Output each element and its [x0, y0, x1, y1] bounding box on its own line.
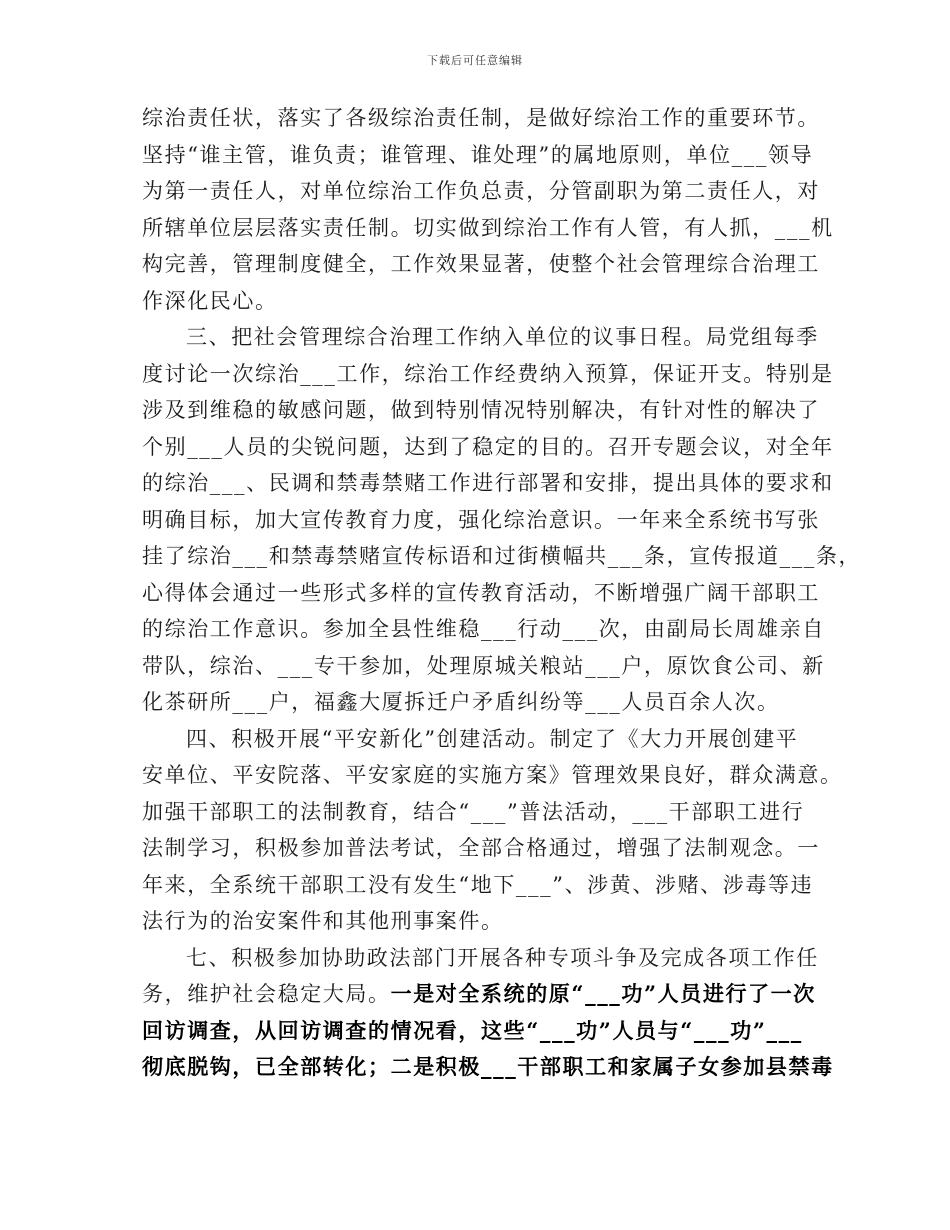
text-line	[142, 173, 820, 210]
text-line-content: 彻底脱钩，已全部转化；二是积极___干部职工和家属子女参加县禁毒	[142, 1054, 834, 1079]
text-line-content: 回访调查，从回访调查的情况看，这些“___功”人员与“___功”___	[142, 1017, 803, 1043]
text-line	[142, 976, 816, 1013]
text-line	[142, 465, 834, 502]
text-line	[142, 319, 819, 356]
text-line-content: 坚持“谁主管，谁负责；谁管理、谁处理”的属地原则，单位___领导	[142, 142, 814, 167]
text-line-content: 明确目标，加大宣传教育力度，强化综治意识。一年来全系统书写张	[142, 507, 820, 532]
text-line	[142, 1049, 834, 1086]
text-line-content: 三、把社会管理综合治理工作纳入单位的议事日程。局党组每季	[186, 325, 819, 349]
text-line-content: 构完善，管理制度健全，工作效果显著，使整个社会管理综合治理工	[142, 252, 820, 276]
text-line-content: 涉及到维稳的敏感问题，做到特别情况特别解决，有针对性的解决了	[142, 398, 820, 422]
text-line-content: 年来，全系统干部职工没有发生“地下___”、涉黄、涉赌、涉毒等违	[142, 872, 814, 897]
text-line-content: 带队，综治、___专干参加，处理原城关粮站___户，原饮食公司、新	[142, 653, 825, 678]
text-line-content: 挂了综治___和禁毒禁赌宣传标语和过街横幅共___条，宣传报道___条，	[142, 544, 862, 568]
text-line-content: 为第一责任人，对单位综治工作负总责，分管副职为第二责任人，对	[142, 179, 820, 203]
text-line-content: 个别___人员的尖锐问题，达到了稳定的目的。召开专题会议，对全年	[142, 434, 834, 459]
text-line	[142, 648, 825, 685]
text-line	[142, 611, 825, 648]
text-line-content: 法制学习，积极参加普法考试，全部合格通过，增强了法制观念。一	[142, 836, 820, 860]
text-line	[142, 721, 812, 758]
text-line	[142, 1013, 812, 1050]
text-line	[142, 392, 820, 429]
text-line	[142, 283, 812, 320]
text-line-content: 综治责任状，落实了各级综治责任制，是做好综治工作的重要环节。	[142, 106, 820, 130]
text-line	[142, 684, 812, 721]
text-line	[142, 757, 843, 794]
text-line	[142, 502, 820, 539]
text-line	[142, 356, 834, 393]
text-line-content: 加强干部职工的法制教育，结合“___”普法活动，___干部职工进行	[142, 799, 805, 824]
text-line-content: 务，维护社会稳定大局。	[142, 982, 391, 1006]
text-line	[142, 830, 820, 867]
text-line	[142, 137, 812, 174]
text-line-content: 法行为的治安案件和其他刑事案件。	[142, 909, 504, 933]
text-line	[142, 575, 820, 612]
text-line-bold-content: 一是对全系统的原“___功”人员进行了一次	[390, 981, 816, 1006]
page-header-note: 下载后可任意编辑	[427, 54, 523, 67]
text-line-content: 的综治工作意识。参加全县性维稳___行动___次，由副局长周雄亲自	[142, 617, 825, 641]
text-line	[142, 538, 862, 575]
text-line	[142, 940, 819, 977]
text-line	[142, 210, 834, 247]
text-line-content: 所辖单位层层落实责任制。切实做到综治工作有人管，有人抓，___机	[142, 215, 834, 240]
text-line-content: 化茶研所___户，福鑫大厦拆迁户矛盾纠纷等___人员百余人次。	[142, 690, 780, 714]
text-line-content: 安单位、平安院落、平安家庭的实施方案》管理效果良好，群众满意。	[142, 763, 843, 787]
document-body	[142, 100, 862, 1086]
text-line-content: 四、积极开展“平安新化”创建活动。制定了《大力开展创建平	[186, 726, 799, 751]
text-line	[142, 100, 820, 137]
text-line-content: 七、积极参加协助政法部门开展各种专项斗争及完成各项工作任	[186, 945, 819, 970]
text-line-content: 心得体会通过一些形式多样的宣传教育活动，不断增强广阔干部职工	[142, 580, 820, 605]
text-line	[142, 867, 812, 904]
text-line	[142, 429, 834, 466]
text-line	[142, 794, 812, 831]
text-line-content: 度讨论一次综治___工作，综治工作经费纳入预算，保证开支。特别是	[142, 361, 834, 386]
text-line-content: 作深化民心。	[142, 288, 278, 313]
text-line	[142, 903, 812, 940]
text-line-content: 的综治___、民调和禁毒禁赌工作进行部署和安排，提出具体的要求和	[142, 471, 834, 495]
text-line	[142, 246, 820, 283]
